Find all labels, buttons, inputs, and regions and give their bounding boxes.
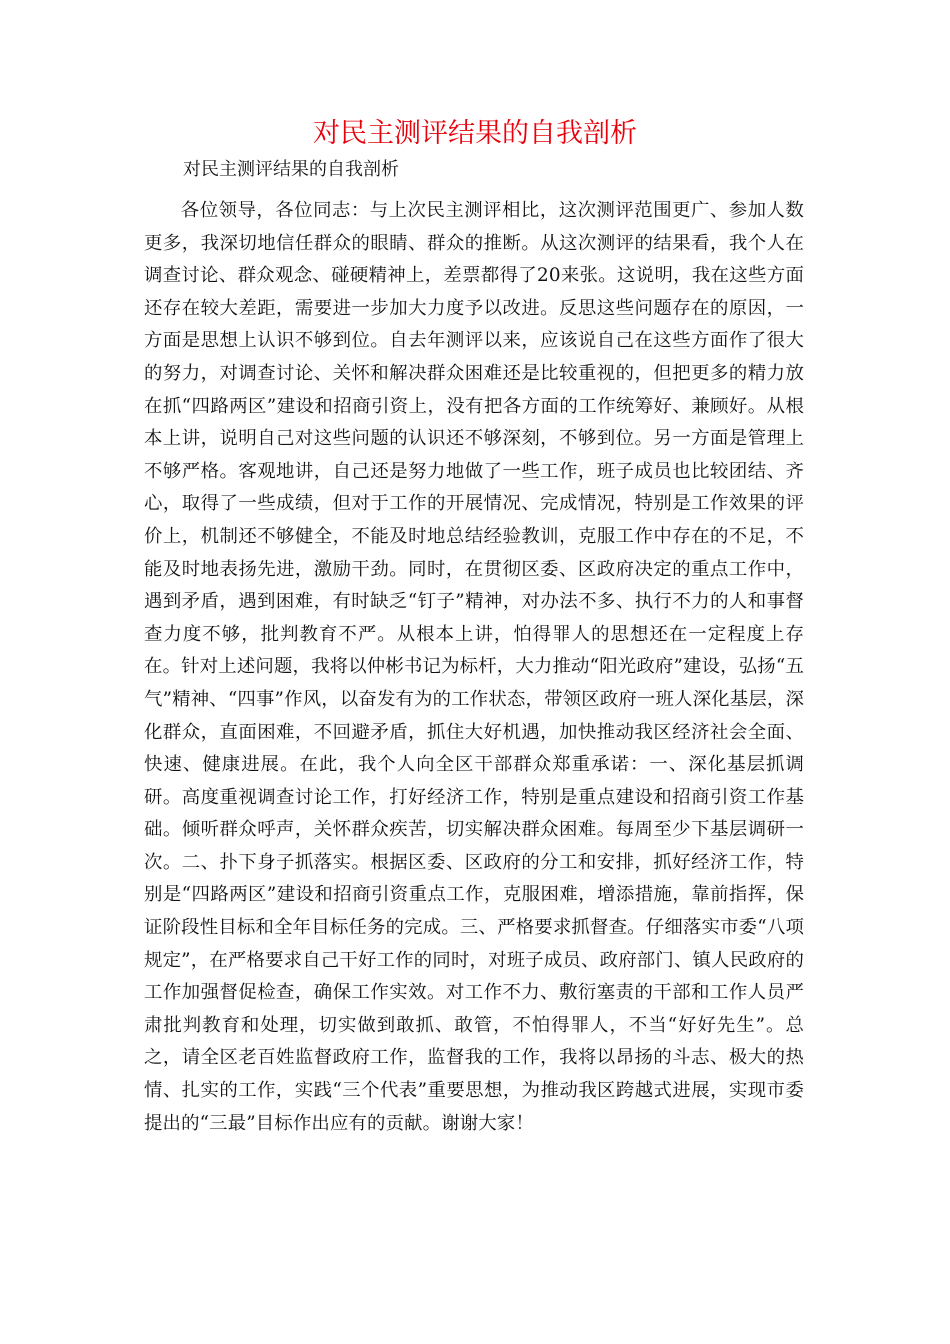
document-title: 对民主测评结果的自我剖析 <box>313 118 637 149</box>
document-body: 各位领导，各位同志：与上次民主测评相比，这次测评范围更广、参加人数更多，我深切地信任群众的眼睛、群众的推断。从这次测评的结果看，我个人在调查讨论、群众观念、碰硬精神上，差票都得了20来张。这说明，我在这些方面还存在较大差距，需要进一步加大力度予以改进。反思这些问题存在的原因，一方面是思想上认识不够到位。自去年测评以来，应该说自己在这些方面作了很大的努力，对调查讨论、关怀和解决群众困难还是比较重视的，但把更多的精力放在抓“四路两区”建设和招商引资上，没有把各方面的工作统筹好、兼顾好。从根本上讲，说明自己对这些问题的认识还不够深刻，不够到位。另一方面是管理上不够严格。客观地讲，自己还是努力地做了一些工作，班子成员也比较团结、齐心，取得了一些成绩，但对于工作的开展情况、完成情况，特别是工作效果的评价上，机制还不够健全，不能及时地总结经验教训，克服工作中存在的不足，不能及时地表扬先进，激励干劲。同时，在贯彻区委、区政府决定的重点工作中，遇到矛盾，遇到困难，有时缺乏“钉子”精神，对办法不多、执行不力的人和事督查力度不够，批判教育不严。从根本上讲，怕得罪人的思想还在一定程度上存在。针对上述问题，我将以仲彬书记为标杆，大力推动“阳光政府”建设，弘扬“五气”精神、“四事”作风，以奋发有为的工作状态，带领区政府一班人深化基层，深化群众，直面困难，不回避矛盾，抓住大好机遇，加快推动我区经济社会全面、快速、健康进展。在此，我个人向全区干部群众郑重承诺：一、深化基层抓调研。高度重视调查讨论工作，打好经济工作，特别是重点建设和招商引资工作基础。倾听群众呼声，关怀群众疾苦，切实解决群众困难。每周至少下基层调研一次。二、扑下身子抓落实。根据区委、区政府的分工和安排，抓好经济工作，特别是“四路两区”建设和招商引资重点工作，克服困难，增添措施，靠前指挥，保证阶段性目标和全年目标任务的完成。三、严格要求抓督查。仔细落实市委“八项规定”，在严格要求自己干好工作的同时，对班子成员、政府部门、镇人民政府的工作加强督促检查，确保工作实效。对工作不力、敷衍塞责的干部和工作人员严肃批判教育和处理，切实做到敢抓、敢管，不怕得罪人，不当“好好先生”。总之，请全区老百姓监督政府工作，监督我的工作，我将以昂扬的斗志、极大的热情、扎实的工作，实践“三个代表”重要思想，为推动我区跨越式进展，实现市委提出的“三最”目标作出应有的贡献。谢谢大家！ <box>144 200 804 1134</box>
document-subtitle: 对民主测评结果的自我剖析 <box>183 159 399 180</box>
